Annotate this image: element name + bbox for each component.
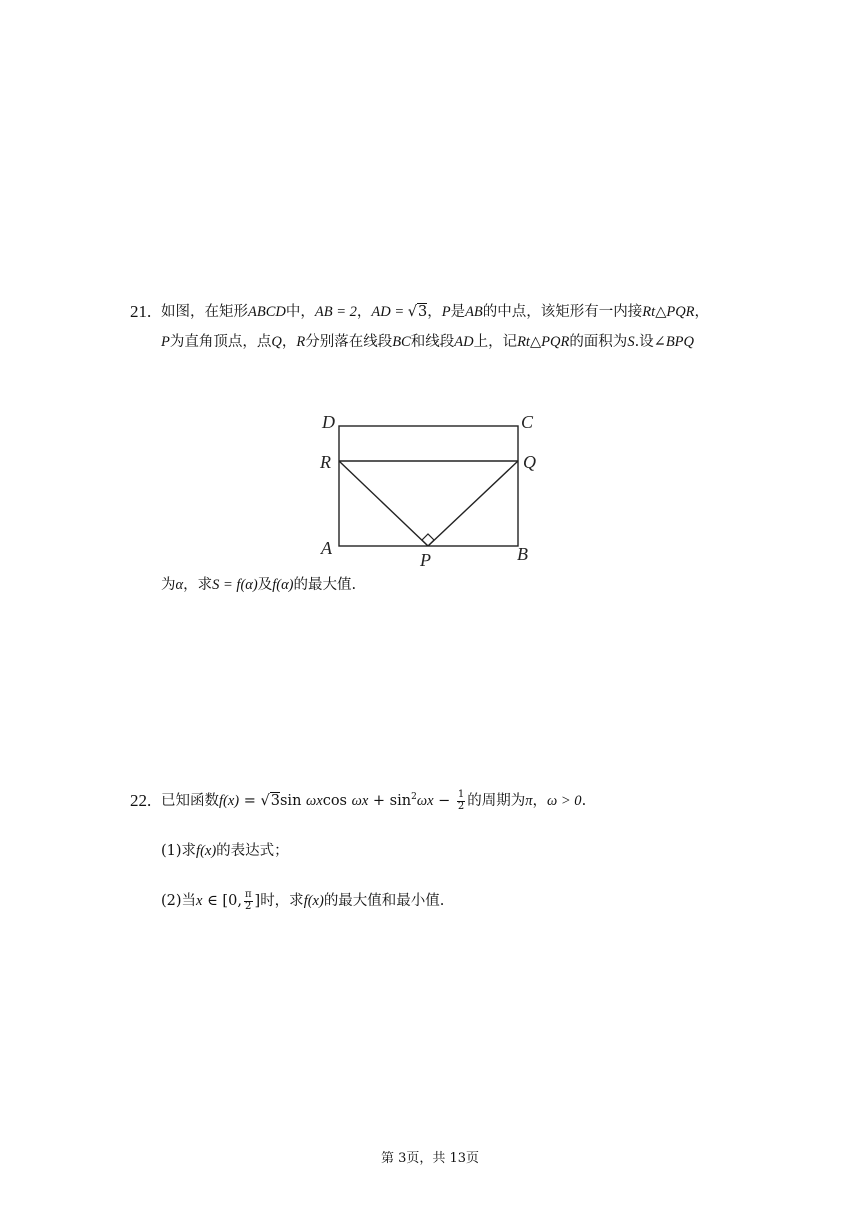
label-a: A bbox=[321, 538, 332, 558]
question-22-number: 22. bbox=[130, 791, 152, 810]
label-r: R bbox=[320, 452, 331, 472]
label-d: D bbox=[322, 412, 335, 432]
question-22-stem: 已知函数f(x) = √3sin ωxcos $\omega x + \sin^2\omega x$ − $\frac{1}{2}$ 的周期为π，ω > 0. bbox=[161, 789, 587, 812]
question-21-line-3: 为α，求S = f(α)及f(α)的最大值. bbox=[161, 577, 357, 593]
question-22-part-2: (2)当x ∈ [0, $\frac{\pi}{2}$ ]时，求f(x)的最大值和最小值. bbox=[161, 889, 445, 912]
label-q: Q bbox=[523, 452, 536, 472]
rectangle-triangle-figure bbox=[316, 404, 546, 574]
right-angle-mark bbox=[422, 534, 434, 540]
question-21-number: 21. bbox=[130, 302, 152, 321]
page-footer: 第 3页，共 13页 bbox=[380, 1151, 480, 1166]
fraction-pi-half: $\frac{\pi}{2}$ bbox=[244, 889, 252, 912]
label-b: B bbox=[517, 544, 528, 564]
label-p: P bbox=[420, 550, 431, 570]
fraction-one-half: $\frac{1}{2}$ bbox=[457, 789, 465, 812]
segment-rp bbox=[339, 461, 428, 546]
question-22-part-1: (1)求f(x)的表达式； bbox=[161, 843, 289, 859]
question-21-line-1: 如图，在矩形ABCD中，AB = 2，AD = √3，P是AB的中点，该矩形有一内接Rt△PQR， bbox=[161, 304, 710, 320]
label-c: C bbox=[521, 412, 534, 432]
segment-qp bbox=[428, 461, 518, 546]
question-21-line-2: P为直角顶点，点Q，R分别落在线段BC和线段AD上，记Rt△PQR的面积为S.设∠BPQ bbox=[161, 334, 695, 350]
